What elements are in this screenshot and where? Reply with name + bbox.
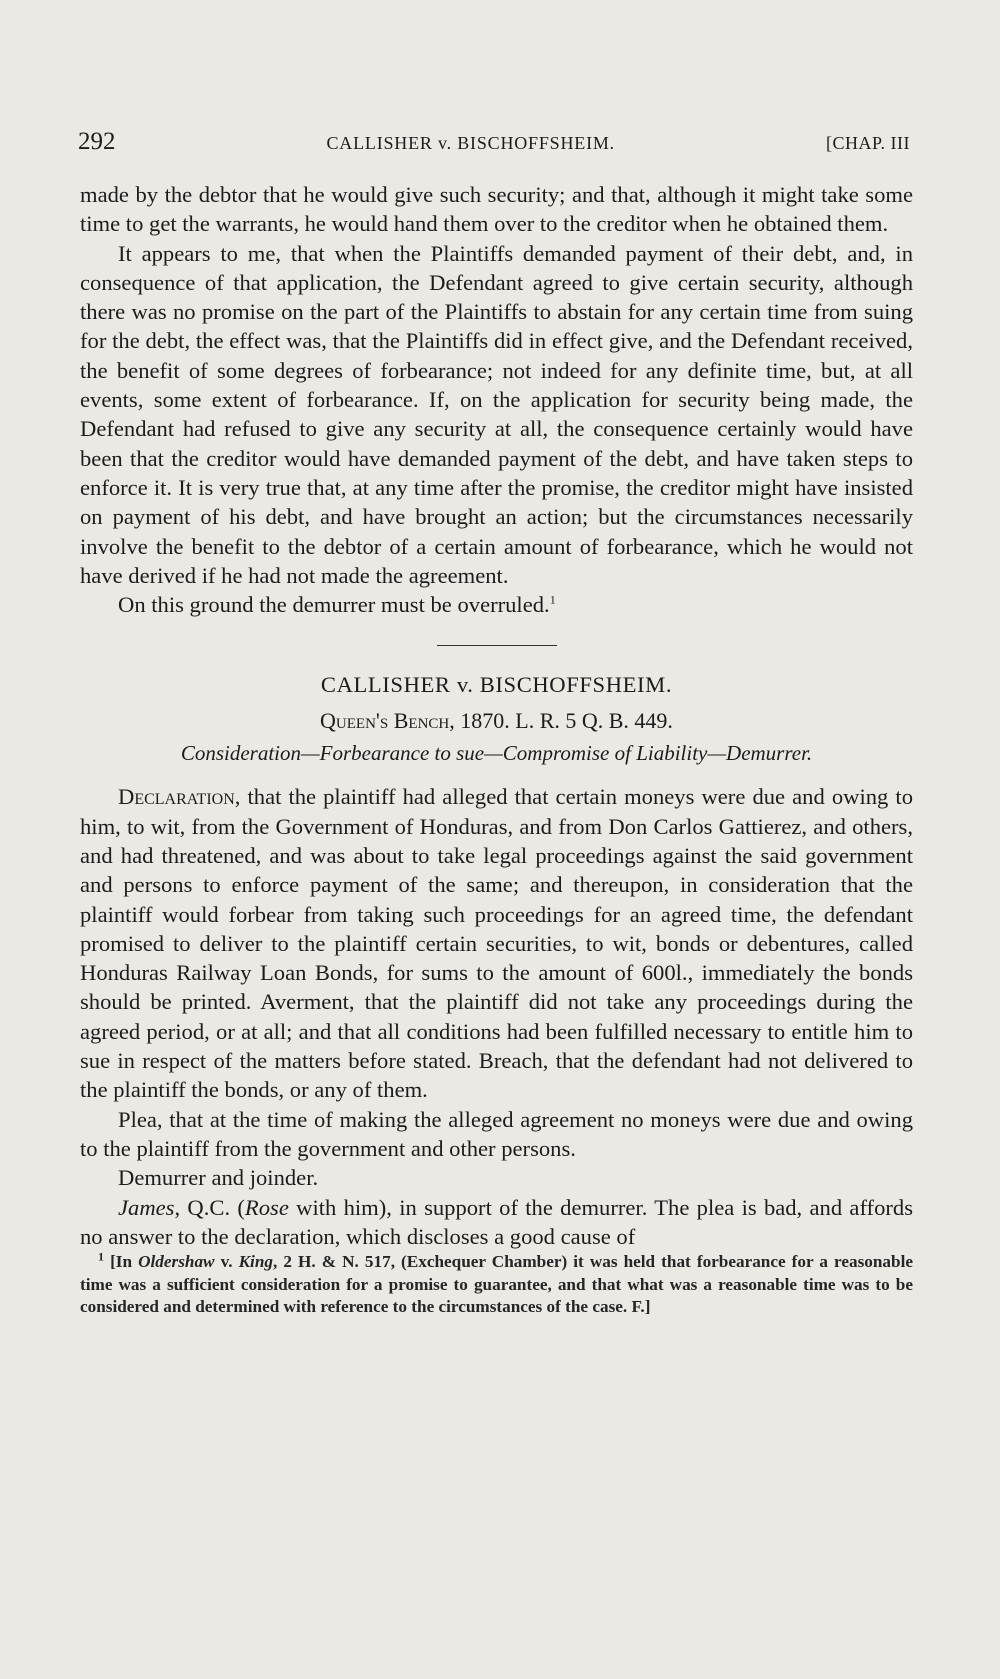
declaration-lead: Declaration: [118, 784, 235, 810]
junior-counsel: Rose: [244, 1194, 289, 1220]
paragraph-continuation: made by the debtor that he would give such security; and that, although it might take some time to get the warrants, he would hand them over to the creditor when he obtained them.: [80, 182, 913, 237]
footnote-case: Oldershaw: [138, 1252, 215, 1272]
page-number: 292: [78, 128, 116, 155]
paragraph-plea: Plea, that at the time of making the alleged agreement no moneys were due and owing to the plaintiff from the government and other persons.: [80, 1106, 913, 1161]
chapter-label: [CHAP. III: [825, 133, 910, 153]
declaration-text: , that the plaintiff had alleged that certain moneys were due and owing to him, to wit, from the Government of Honduras, and from Don Carlos Gattierez, and others, and had threatened, and was about to take legal proceedings against the said government and persons to enforce payment of the same; and thereupon, in consideration that the plaintiff would forbear from taking such proceedings for an agreed time, the defendant promised to deliver to the plaintiff certain securities, to wit, bonds or debentures, called Honduras Railway Loan Bonds, for sums to the amount of 600l., immediately the bonds should be printed. Averment, that the plaintiff did not take any proceedings during the agreed period, or at all; and that all conditions had been fulfilled necessary to entitle him to sue in respect of the matters before stated. Breach, that the defendant had not delivered to the plaintiff the bonds, or any of them.: [80, 784, 913, 1103]
report-citation: , 1870. L. R. 5 Q. B. 449.: [449, 707, 673, 733]
footnote: [80, 1251, 913, 1319]
counsel-name: James: [118, 1194, 175, 1220]
case-title: CALLISHER v. BISCHOFFSHEIM.: [320, 672, 673, 698]
paragraph-argument: [80, 1193, 913, 1252]
argument-text: with him), in support of the demurrer. The plea is bad, and affords no answer to the declaration, which discloses a good cause of: [80, 1194, 913, 1249]
body-text: [80, 180, 913, 1319]
footnote-marker: 1: [98, 1249, 104, 1264]
footnote-text: , 2 H. & N. 517, (Exchequer Chamber) it was held that forbearance for a reasonable time was a sufficient consideration for a promise to guarantee, and that what was a reasonable time was to be considered and determined with reference to the circumstances of the case. F.]: [80, 1252, 913, 1317]
section-divider: [437, 645, 557, 646]
footnote-ref[interactable]: 1: [549, 592, 556, 607]
running-title: CALLISHER v. BISCHOFFSHEIM.: [326, 133, 615, 153]
headnote: Consideration—Forbearance to sue—Compromise of Liability—Demurrer.: [180, 741, 813, 766]
paragraph-declaration: [80, 782, 913, 1104]
paragraph-demurrer: Demurrer and joinder.: [118, 1165, 319, 1191]
paragraph-forbearance: It appears to me, that when the Plaintiffs demanded payment of their debt, and, in consequence of that application, the Defendant agreed to give certain security, although there was no promise on the part of the Plaintiffs to abstain for any certain time from suing for the debt, the effect was, that the Plaintiffs did in effect give, and the Defendant received, the benefit of some degrees of forbearance; not indeed for any definite time, but, at all events, some extent of forbearance. If, on the application for security being made, the Defendant had refused to give any security at all, the consequence certainly would have been that the creditor would have demanded payment of the debt, and have taken steps to enforce it. It is very true that, at any time after the promise, the creditor might have insisted on payment of his debt, and have brought an action; but the circumstances necessarily involve the benefit to the debtor of a certain amount of forbearance, which he would not have derived if he had not made the agreement.: [80, 240, 913, 588]
case-citation: [80, 706, 913, 735]
footnote-party: King: [238, 1252, 273, 1272]
footnote-open: [In: [104, 1252, 139, 1272]
paragraph-conclusion: [80, 590, 913, 619]
court-name: Queen's Bench: [320, 707, 450, 733]
qc-label: , Q.C. (: [174, 1194, 245, 1220]
running-head: [78, 128, 910, 156]
conclusion-text: On this ground the demurrer must be overruled.: [118, 592, 550, 618]
footnote-v: v.: [214, 1252, 239, 1272]
